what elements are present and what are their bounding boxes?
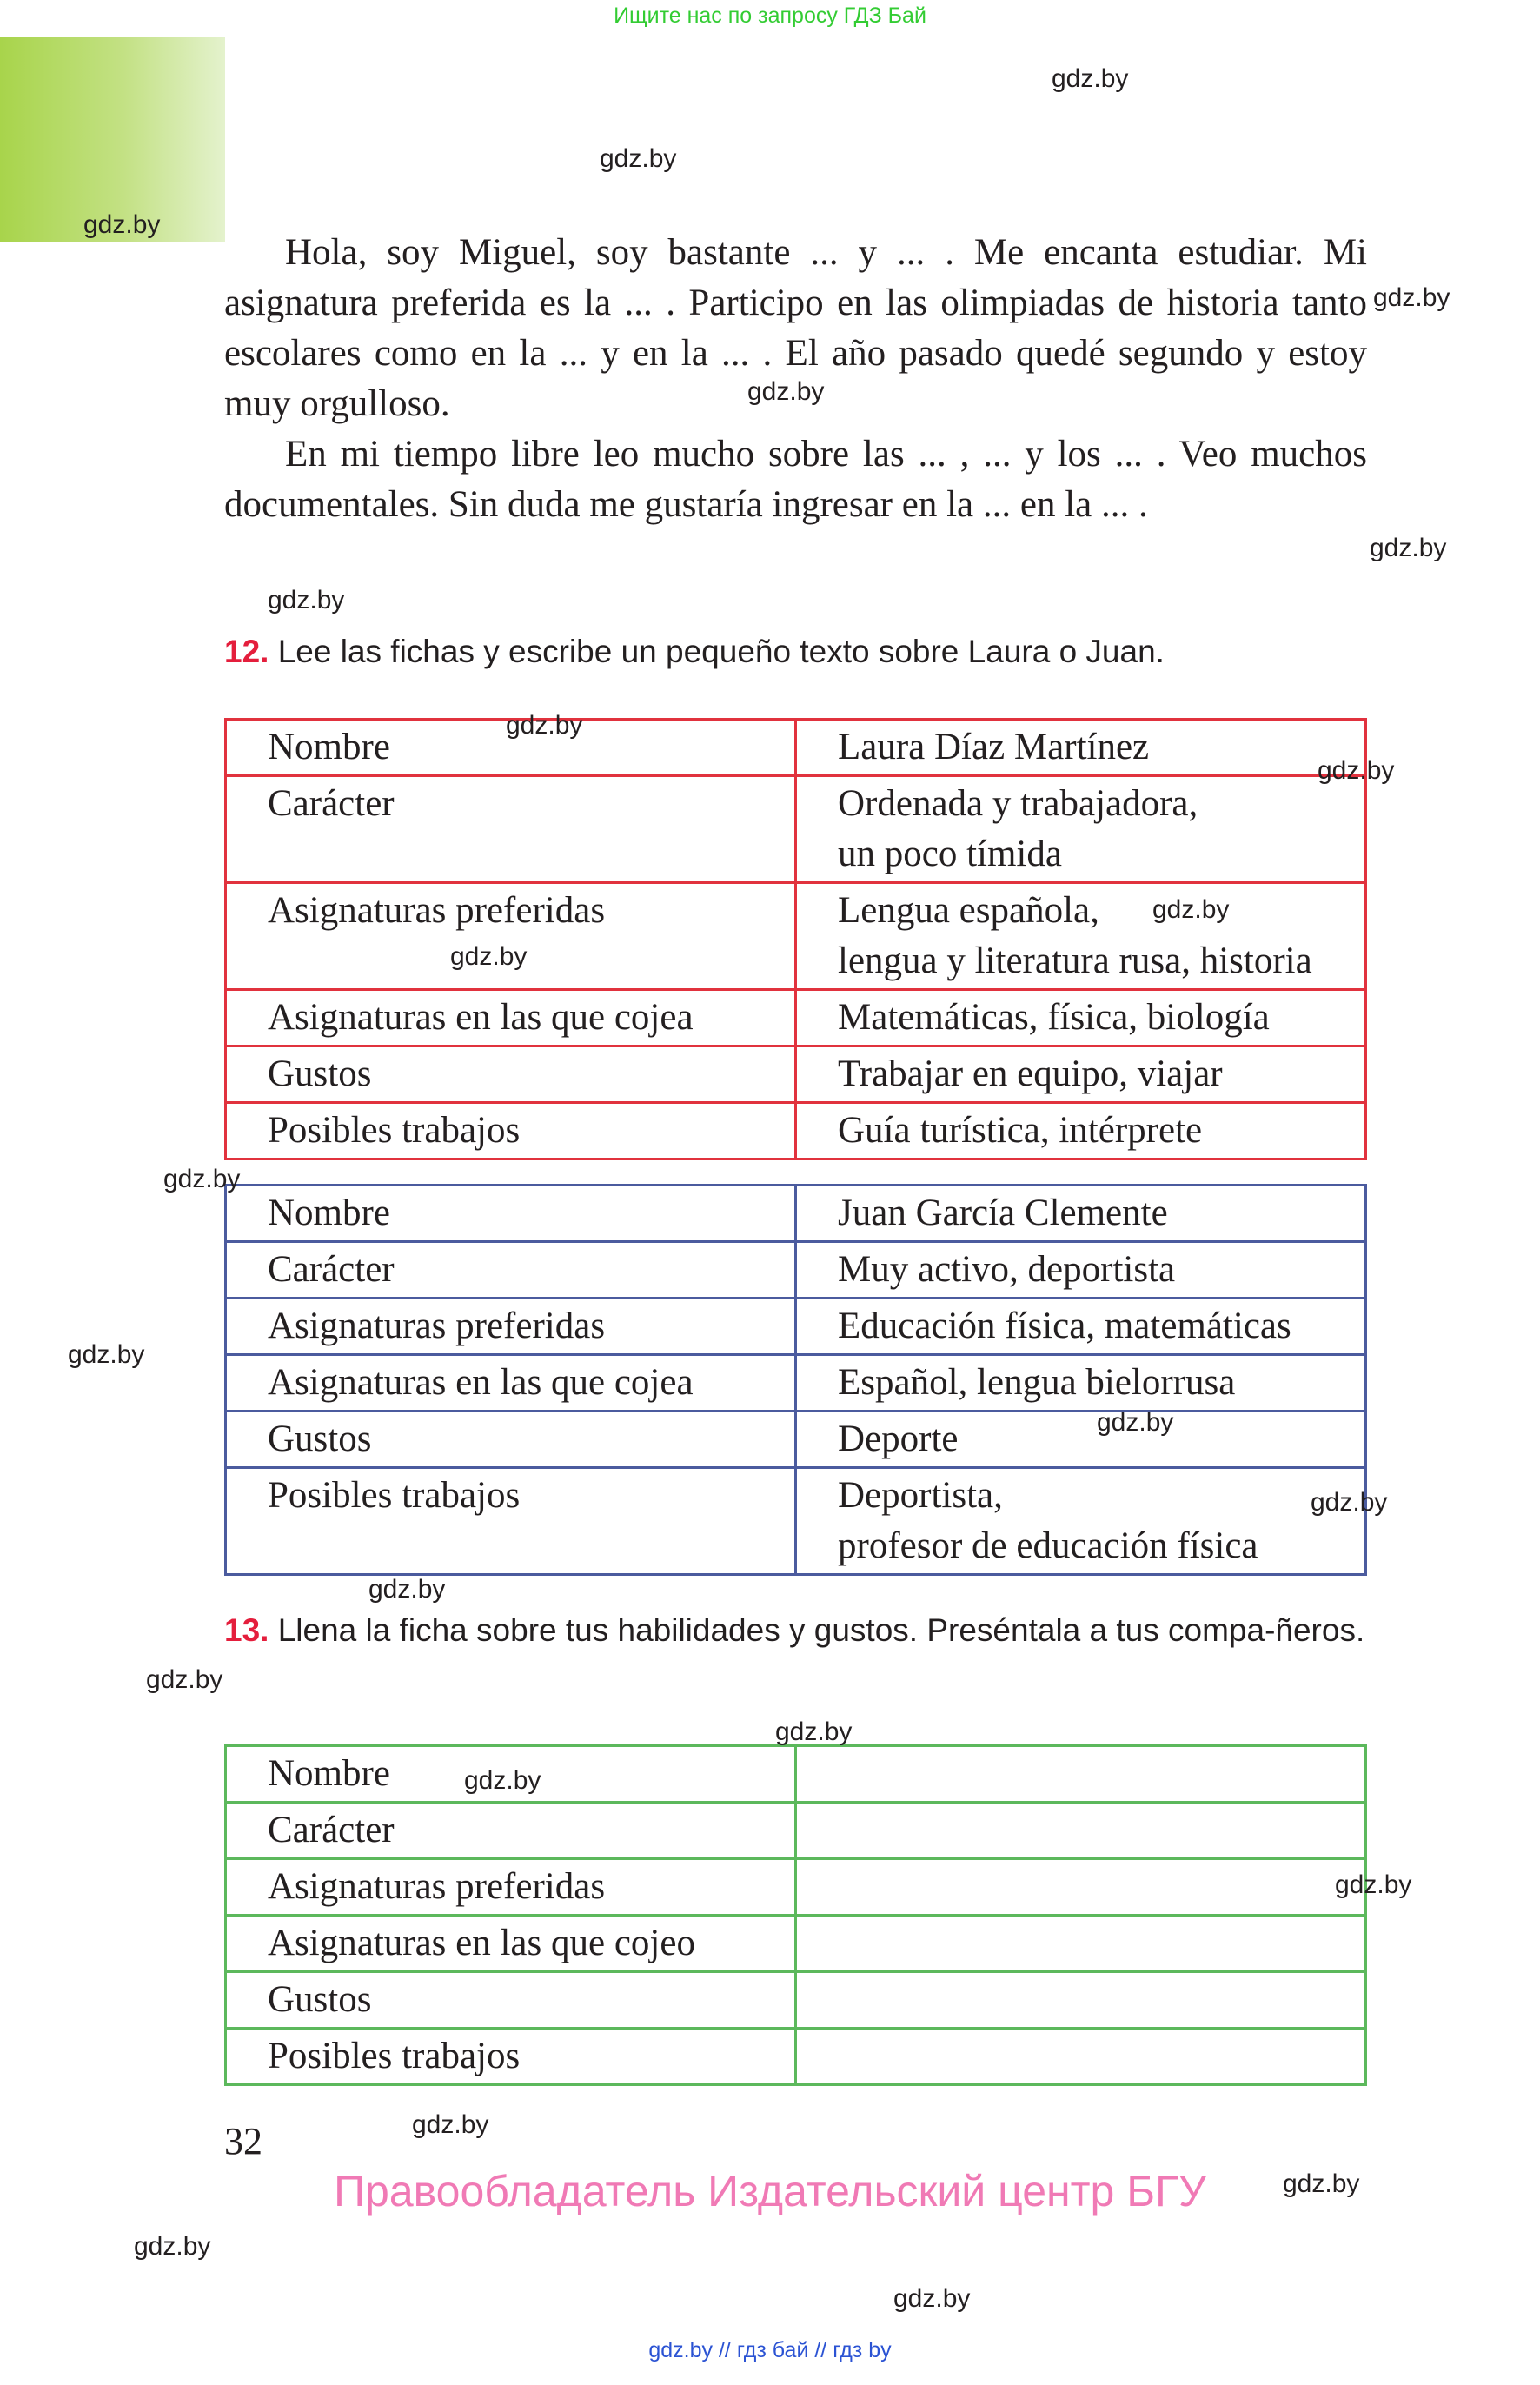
card-juan-row bbox=[226, 1468, 1366, 1575]
field-value bbox=[796, 1746, 1366, 1803]
intro-paragraph-2: En mi tiempo libre leo mucho sobre las ... , ... y los ... . Veo muchos documentales. Sin duda me gustaría ingresar en la ... en la ... . bbox=[224, 434, 1367, 525]
field-value bbox=[796, 883, 1366, 990]
field-value bbox=[796, 720, 1366, 776]
intro-paragraph-1: Hola, soy Miguel, soy bastante ... y ... . Me encanta estudiar. Mi asignatura preferida es la ... . Participo en las olimpiadas de historia tanto escolares como en la ... y en la ... . El año pasado quedé segundo y estoy muy orgulloso. bbox=[224, 232, 1367, 424]
field-value bbox=[796, 1468, 1366, 1575]
watermark: gdz.by bbox=[1283, 2169, 1360, 2198]
watermark: gdz.by bbox=[68, 1340, 145, 1369]
field-value-line: Educación física, matemáticas bbox=[838, 1305, 1291, 1346]
field-label: Nombre bbox=[226, 720, 796, 776]
watermark: gdz.by bbox=[83, 210, 161, 239]
card-juan-row bbox=[226, 1299, 1366, 1355]
field-value bbox=[796, 1355, 1366, 1412]
field-label: Gustos bbox=[226, 1972, 796, 2029]
field-label: Posibles trabajos bbox=[226, 2029, 796, 2085]
field-value-line: Muy activo, deportista bbox=[838, 1249, 1176, 1290]
card-blank-row bbox=[226, 1746, 1366, 1803]
card-laura bbox=[224, 718, 1367, 1160]
card-blank bbox=[224, 1744, 1367, 2086]
card-blank-row bbox=[226, 1859, 1366, 1916]
watermark: gdz.by bbox=[506, 711, 583, 740]
watermark: gdz.by bbox=[368, 1575, 446, 1604]
field-value-line: profesor de educación física bbox=[838, 1525, 1258, 1566]
field-label: Nombre bbox=[226, 1746, 796, 1803]
task-12-number: 12. bbox=[224, 634, 269, 669]
watermark: gdz.by bbox=[1373, 283, 1450, 312]
field-value-line: Laura Díaz Martínez bbox=[838, 727, 1150, 767]
field-label: Nombre bbox=[226, 1186, 796, 1242]
field-label: Gustos bbox=[226, 1046, 796, 1103]
field-label: Gustos bbox=[226, 1412, 796, 1468]
card-laura-row bbox=[226, 1046, 1366, 1103]
field-value bbox=[796, 1859, 1366, 1916]
field-value bbox=[796, 1242, 1366, 1299]
field-label: Asignaturas en las que cojeo bbox=[226, 1916, 796, 1972]
watermark: gdz.by bbox=[1318, 756, 1395, 785]
watermark: gdz.by bbox=[747, 377, 825, 406]
card-juan bbox=[224, 1184, 1367, 1576]
card-laura-row bbox=[226, 990, 1366, 1046]
watermark: gdz.by bbox=[1335, 1870, 1412, 1899]
task-12 bbox=[224, 631, 1367, 673]
field-value-line: Ordenada y trabajadora, bbox=[838, 783, 1198, 824]
watermark: gdz.by bbox=[1370, 534, 1447, 562]
watermark: gdz.by bbox=[146, 1665, 223, 1694]
card-laura-row bbox=[226, 776, 1366, 883]
watermark: gdz.by bbox=[412, 2110, 489, 2139]
field-value-line: Español, lengua bielorrusa bbox=[838, 1362, 1236, 1403]
card-blank-row bbox=[226, 1916, 1366, 1972]
task-13 bbox=[224, 1610, 1367, 1651]
watermark: gdz.by bbox=[1311, 1488, 1388, 1517]
watermark: gdz.by bbox=[1152, 895, 1230, 924]
copyright-notice: Правообладатель Издательский центр БГУ bbox=[334, 2167, 1206, 2216]
watermark: gdz.by bbox=[450, 942, 528, 971]
card-blank-row bbox=[226, 1803, 1366, 1859]
field-label: Carácter bbox=[226, 1242, 796, 1299]
card-juan-row bbox=[226, 1242, 1366, 1299]
field-value bbox=[796, 1412, 1366, 1468]
field-value-line: Trabajar en equipo, viajar bbox=[838, 1053, 1223, 1094]
field-label: Asignaturas en las que cojea bbox=[226, 1355, 796, 1412]
card-blank-row bbox=[226, 1972, 1366, 2029]
card-juan-body bbox=[226, 1186, 1366, 1575]
card-blank-body bbox=[226, 1746, 1366, 2085]
watermark: gdz.by bbox=[134, 2232, 211, 2261]
watermark: gdz.by bbox=[163, 1165, 241, 1193]
field-label: Carácter bbox=[226, 1803, 796, 1859]
footer-links[interactable]: gdz.by // гдз бай // гдз by bbox=[648, 2338, 892, 2362]
field-value bbox=[796, 1299, 1366, 1355]
field-value-line: un poco tímida bbox=[838, 834, 1062, 874]
watermark: gdz.by bbox=[600, 144, 677, 173]
field-value bbox=[796, 1916, 1366, 1972]
field-value-line: Matemáticas, física, biología bbox=[838, 997, 1270, 1038]
field-value-line: Juan García Clemente bbox=[838, 1192, 1168, 1233]
card-blank-row bbox=[226, 2029, 1366, 2085]
watermark: gdz.by bbox=[1052, 64, 1129, 93]
watermark: gdz.by bbox=[893, 2284, 971, 2313]
field-value bbox=[796, 2029, 1366, 2085]
task-13-number: 13. bbox=[224, 1612, 269, 1648]
field-label: Asignaturas en las que cojea bbox=[226, 990, 796, 1046]
field-label: Posibles trabajos bbox=[226, 1103, 796, 1159]
task-12-text: Lee las fichas y escribe un pequeño texto sobre Laura o Juan. bbox=[277, 634, 1165, 669]
field-value bbox=[796, 776, 1366, 883]
watermark: gdz.by bbox=[464, 1766, 541, 1795]
card-laura-row bbox=[226, 720, 1366, 776]
watermark: gdz.by bbox=[1097, 1408, 1174, 1437]
card-juan-row bbox=[226, 1355, 1366, 1412]
field-value-line: Lengua española, bbox=[838, 890, 1099, 931]
task-13-text: Llena la ficha sobre tus habilidades y gustos. Preséntala a tus compa-ñeros. bbox=[277, 1612, 1365, 1648]
field-label: Posibles trabajos bbox=[226, 1468, 796, 1575]
card-juan-row bbox=[226, 1412, 1366, 1468]
field-value-line: Deporte bbox=[838, 1418, 959, 1459]
field-label: Asignaturas preferidas bbox=[226, 883, 796, 990]
field-value bbox=[796, 1103, 1366, 1159]
watermark: gdz.by bbox=[775, 1717, 853, 1746]
field-value bbox=[796, 990, 1366, 1046]
field-value-line: Deportista, bbox=[838, 1475, 1003, 1516]
field-label: Asignaturas preferidas bbox=[226, 1299, 796, 1355]
watermark: gdz.by bbox=[268, 586, 345, 615]
field-label: Carácter bbox=[226, 776, 796, 883]
field-value-line: lengua y literatura rusa, historia bbox=[838, 940, 1312, 981]
field-label: Asignaturas preferidas bbox=[226, 1859, 796, 1916]
field-value-line: Guía turística, intérprete bbox=[838, 1110, 1203, 1151]
top-banner[interactable]: Ищите нас по запросу ГДЗ Бай bbox=[614, 3, 926, 28]
card-laura-body bbox=[226, 720, 1366, 1159]
field-value bbox=[796, 1046, 1366, 1103]
page-number: 32 bbox=[224, 2120, 262, 2162]
field-value bbox=[796, 1972, 1366, 2029]
field-value bbox=[796, 1803, 1366, 1859]
field-value bbox=[796, 1186, 1366, 1242]
card-laura-row bbox=[226, 1103, 1366, 1159]
card-juan-row bbox=[226, 1186, 1366, 1242]
